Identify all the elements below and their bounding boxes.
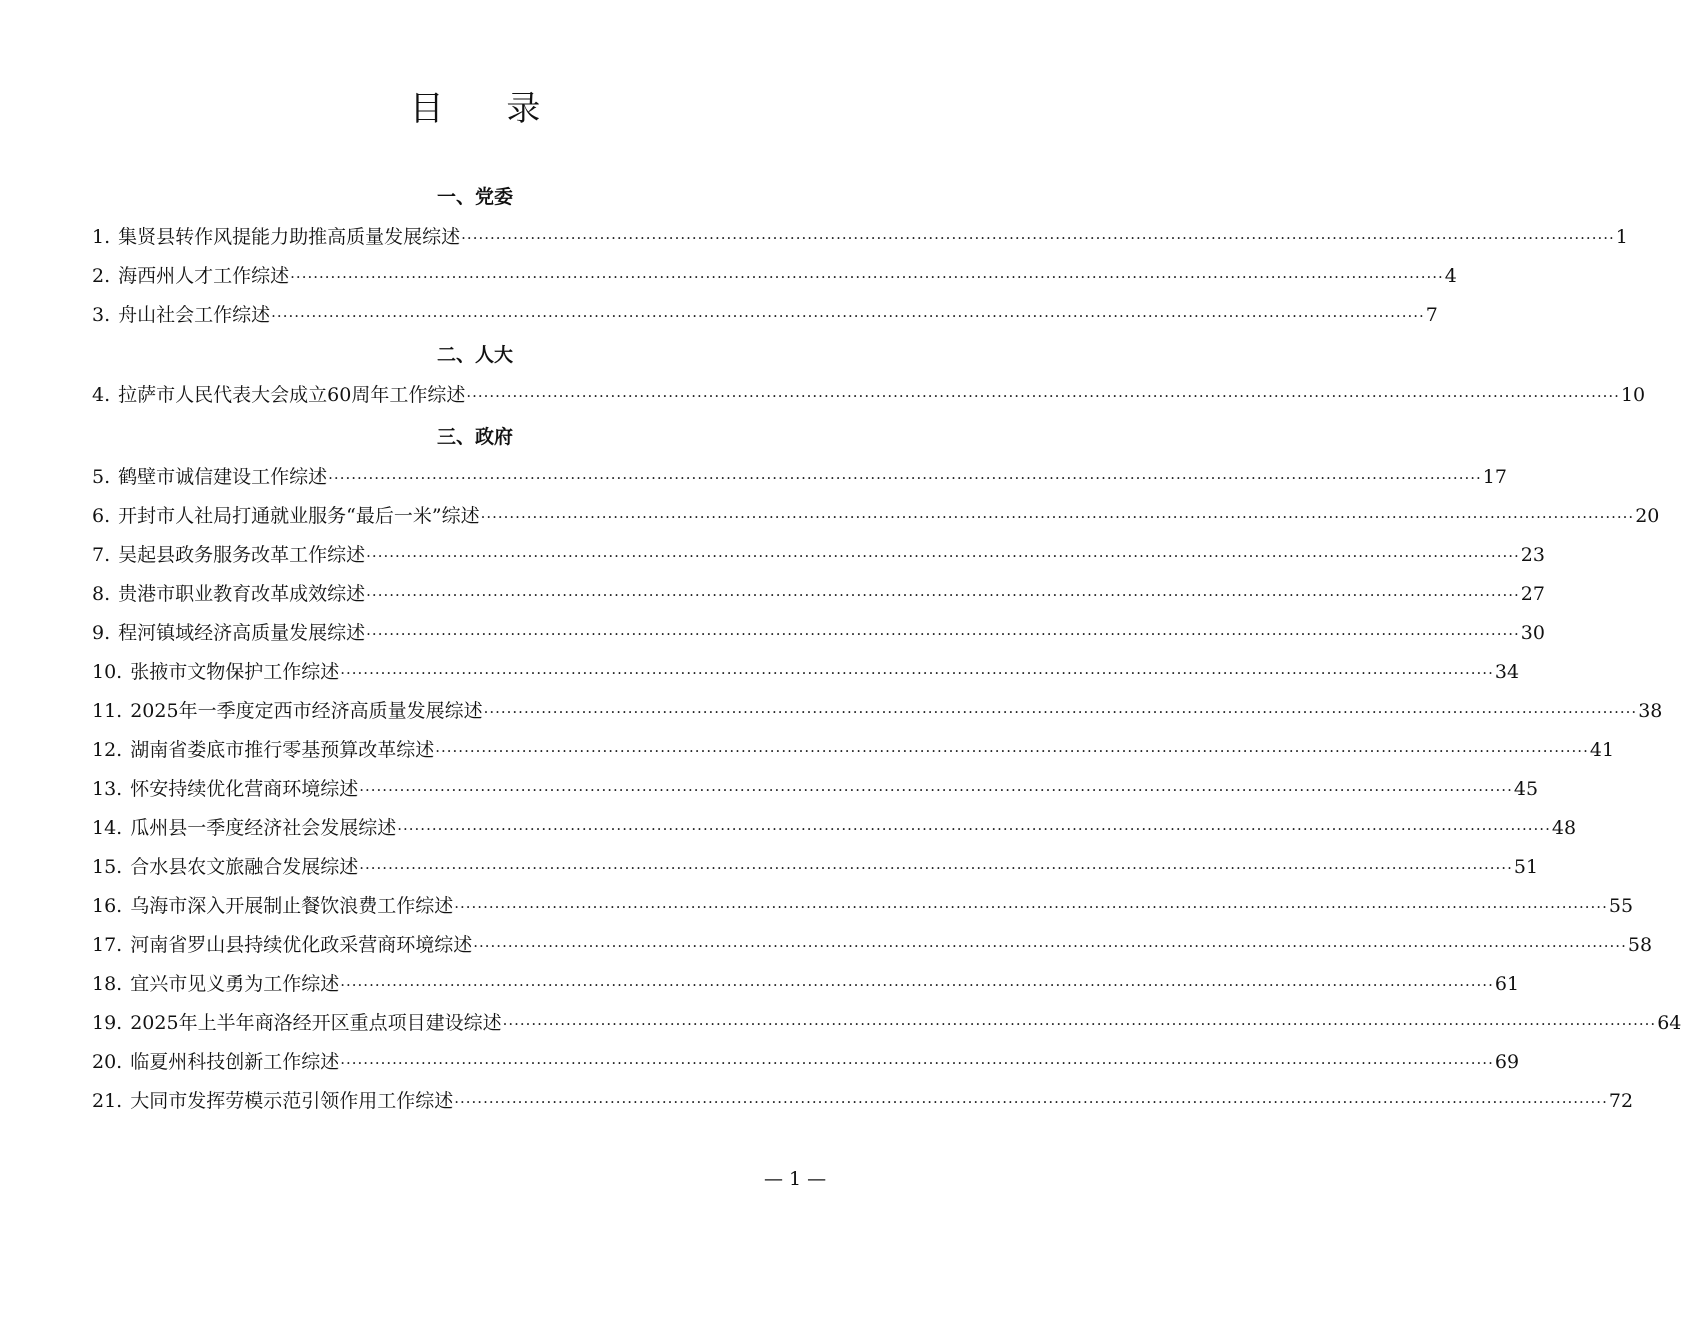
toc-entry[interactable] (92, 776, 1539, 803)
toc-entry-number: 13. (92, 778, 123, 800)
toc-entry-page: 1 (1615, 226, 1628, 248)
toc-entry-number: 17. (92, 934, 123, 956)
toc-entry-title: 瓜州县一季度经济社会发展综述 (130, 817, 397, 839)
dot-leader: ········································································································································································································ (366, 547, 1520, 565)
toc-entry-title: 湖南省娄底市推行零基预算改革综述 (130, 739, 435, 761)
toc-entry-page: 38 (1638, 700, 1663, 722)
dot-leader: ········································································································································································································ (290, 268, 1444, 286)
toc-entry[interactable] (92, 224, 1628, 251)
toc-entry[interactable] (92, 1088, 1634, 1115)
toc-entry[interactable] (92, 542, 1545, 569)
dot-leader: ········································································································································································································ (359, 859, 1513, 877)
toc-entry-page: 51 (1513, 856, 1539, 878)
dot-leader: ········································································································································································································ (483, 703, 1638, 721)
toc-entry-number: 2. (92, 265, 111, 287)
toc-entry[interactable] (92, 737, 1615, 764)
dot-leader: ········································································································································································································ (328, 469, 1482, 487)
toc-entry-page: 4 (1444, 265, 1457, 287)
toc-entry-page: 41 (1589, 739, 1615, 761)
toc-entry-title: 程河镇域经济高质量发展综述 (118, 622, 366, 644)
toc-entry-title: 集贤县转作风提能力助推高质量发展综述 (118, 226, 461, 248)
toc-entry-page: 61 (1494, 973, 1520, 995)
toc-entry-number: 15. (92, 856, 123, 878)
toc-entry-page: 55 (1608, 895, 1634, 917)
toc-entry-title: 海西州人才工作综述 (118, 265, 290, 287)
toc-entry[interactable] (92, 1049, 1520, 1076)
toc-entry-title: 鹤壁市诚信建设工作综述 (118, 466, 328, 488)
toc-entry[interactable] (92, 659, 1520, 686)
dot-leader: ········································································································································································································ (480, 508, 1635, 526)
toc-entry-page: 23 (1520, 544, 1545, 566)
dot-leader: ········································································································································································································ (340, 1054, 1494, 1072)
toc-entry[interactable] (92, 581, 1545, 608)
toc-entry-number: 5. (92, 466, 111, 488)
toc-entry-page: 69 (1494, 1051, 1520, 1073)
toc-entry-number: 14. (92, 817, 123, 839)
toc-entry-title: 宜兴市见义勇为工作综述 (130, 973, 340, 995)
dot-leader: ········································································································································································································ (359, 781, 1513, 799)
toc-entry-number: 12. (92, 739, 123, 761)
toc-entry-title: 乌海市深入开展制止餐饮浪费工作综述 (130, 895, 454, 917)
toc-entry-page: 45 (1513, 778, 1539, 800)
dot-leader: ········································································································································································································ (454, 1093, 1608, 1111)
toc-entry-title: 张掖市文物保护工作综述 (130, 661, 340, 683)
toc-entry-title: 怀安持续优化营商环境综述 (130, 778, 359, 800)
dot-leader: ········································································································································································································ (340, 976, 1494, 994)
toc-entry-title: 大同市发挥劳模示范引领作用工作综述 (130, 1090, 454, 1112)
section-heading: 一、党委 (436, 186, 513, 208)
toc-entry-page: 17 (1482, 466, 1507, 488)
toc-entry-title: 贵港市职业教育改革成效综述 (118, 583, 366, 605)
dot-leader: ········································································································································································································ (473, 937, 1627, 955)
page-title: 目 录 (409, 89, 567, 129)
toc-entry[interactable] (92, 302, 1438, 329)
toc-entry-title: 2025年一季度定西市经济高质量发展综述 (130, 700, 483, 722)
section-heading: 二、人大 (436, 344, 513, 366)
toc-entry-page: 30 (1520, 622, 1545, 644)
toc-entry-number: 16. (92, 895, 123, 917)
dot-leader: ········································································································································································································ (502, 1015, 1657, 1033)
toc-entry[interactable] (92, 464, 1507, 491)
toc-entry[interactable] (92, 620, 1545, 647)
toc-entry[interactable] (92, 382, 1646, 409)
dot-leader: ········································································································································································································ (397, 820, 1551, 838)
toc-entry-number: 19. (92, 1012, 123, 1034)
toc-entry[interactable] (92, 971, 1520, 998)
dot-leader: ········································································································································································································ (454, 898, 1608, 916)
toc-entry-number: 8. (92, 583, 111, 605)
section-heading: 三、政府 (436, 426, 513, 448)
toc-entry-title: 2025年上半年商洛经开区重点项目建设综述 (130, 1012, 502, 1034)
toc-entry-number: 21. (92, 1090, 123, 1112)
dot-leader: ········································································································································································································ (466, 387, 1620, 405)
toc-entry-title: 吴起县政务服务改革工作综述 (118, 544, 366, 566)
toc-entry-number: 7. (92, 544, 111, 566)
toc-entry-number: 11. (92, 700, 123, 722)
toc-entry-page: 58 (1627, 934, 1653, 956)
toc-entry[interactable] (92, 815, 1577, 842)
toc-entry-number: 18. (92, 973, 123, 995)
toc-entry-page: 10 (1620, 384, 1646, 406)
toc-entry-title: 河南省罗山县持续优化政采营商环境综述 (130, 934, 473, 956)
toc-entry[interactable] (92, 1010, 1681, 1037)
dot-leader: ········································································································································································································ (271, 307, 1425, 325)
toc-entry-title: 开封市人社局打通就业服务“最后一米”综述 (118, 505, 480, 527)
toc-entry-title: 拉萨市人民代表大会成立60周年工作综述 (118, 384, 466, 406)
dot-leader: ········································································································································································································ (366, 625, 1520, 643)
toc-entry-title: 舟山社会工作综述 (118, 304, 271, 326)
dot-leader: ········································································································································································································ (340, 664, 1494, 682)
toc-entry[interactable] (92, 503, 1660, 530)
toc-entry-number: 10. (92, 661, 123, 683)
toc-entry-number: 6. (92, 505, 111, 527)
toc-entry[interactable] (92, 854, 1539, 881)
toc-entry-page: 64 (1657, 1012, 1681, 1034)
toc-entry[interactable] (92, 932, 1653, 959)
toc-entry-title: 临夏州科技创新工作综述 (130, 1051, 340, 1073)
dot-leader: ········································································································································································································ (435, 742, 1589, 760)
toc-entry-page: 48 (1551, 817, 1577, 839)
toc-entry-page: 7 (1425, 304, 1438, 326)
toc-entry-page: 34 (1494, 661, 1520, 683)
toc-entry-number: 1. (92, 226, 111, 248)
toc-entry-number: 3. (92, 304, 111, 326)
toc-entry-number: 20. (92, 1051, 123, 1073)
toc-entry-page: 27 (1520, 583, 1545, 605)
toc-entry-number: 9. (92, 622, 111, 644)
dot-leader: ········································································································································································································ (461, 229, 1615, 247)
toc-entry[interactable] (92, 263, 1457, 290)
toc-entry[interactable] (92, 893, 1634, 920)
toc-entry-page: 20 (1635, 505, 1660, 527)
toc-entry-page: 72 (1608, 1090, 1634, 1112)
page-number-footer: — 1 — (764, 1168, 827, 1190)
toc-entry-number: 4. (92, 384, 111, 406)
dot-leader: ········································································································································································································ (366, 586, 1520, 604)
toc-entry-title: 合水县农文旅融合发展综述 (130, 856, 359, 878)
toc-entry[interactable] (92, 698, 1663, 725)
